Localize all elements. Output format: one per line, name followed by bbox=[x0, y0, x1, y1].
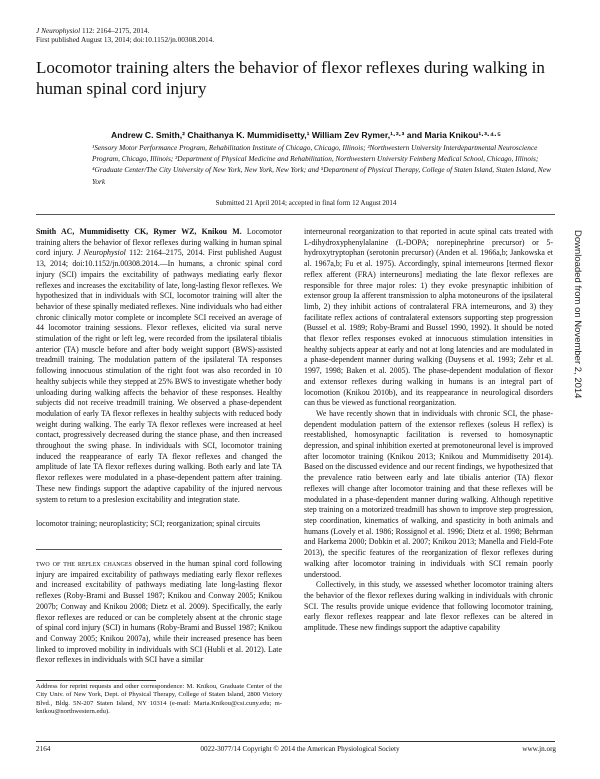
download-sidebar bbox=[572, 230, 584, 560]
journal-url[interactable]: www.jn.org bbox=[522, 745, 556, 753]
intro-paragraph-left bbox=[36, 559, 282, 666]
abstract-divider bbox=[36, 549, 282, 550]
keywords: locomotor training; neuroplasticity; SCI; reorganization; spinal circuits bbox=[36, 519, 261, 528]
submission-dates: Submitted 21 April 2014; accepted in final form 12 August 2014 bbox=[215, 199, 397, 207]
right-paragraph-3: Collectively, in this study, we assessed whether locomotor training alters the behavior of the flexor reflexes during walking in individuals with chronic SCI. The results provide unique evidence that following locomotor training, early flexor reflexes reappear and late flexor reflexes can be altered in amplitude. These new findings support the adaptive capability bbox=[304, 580, 553, 633]
abstract bbox=[36, 227, 282, 505]
right-column bbox=[304, 227, 553, 634]
author-list: Andrew C. Smith,² Chaithanya K. Mummidisetty,¹ William Zev Rymer,¹·²·³ and Maria Knikou¹·³·⁴·⁵ bbox=[110, 130, 502, 140]
abstract-lead-rest: Locomotor training alters the behavior of flexor reflexes during walking in human spinal cord injury. bbox=[36, 227, 282, 258]
copyright: 0022-3077/14 Copyright © 2014 the American Physiological Society bbox=[200, 745, 400, 753]
download-notice: Downloaded from on November 2, 2014 bbox=[572, 230, 583, 399]
right-paragraph-2: We have recently shown that in individuals with chronic SCI, the phase-dependent modulation pattern of the extensor reflexes (soleus H reflex) is reestablished, homosynaptic facilitation is reversed to homosynaptic depression, and spinal inhibition exerted at premotoneuronal level is improved after locomotor training (Knikou 2013; Knikou and Mummidisetty 2014). Based on the discussed evidence and our recent findings, we hypothesized that the prevalence ratio between early and late tibialis anterior (TA) flexor reflexes will change after locomotor training and that these reflexes will be modulated in a phase-dependent manner during walking. Although repetitive step training on a motorized treadmill has shown to improve step progression, step coordination, kinematics of walking, and spasticity in both animals and humans (Lovely et al. 1986; Rossignol et al. 1996; Dietz et al. 1998; Behrman and Harkema 2000; Dobkin et al. 2007; Knikou 2013; Manella and Field-Fote 2013), the specific features of the reorganization of flexor reflexes during walking after locomotor training in individuals with SCI remain poorly understood. bbox=[304, 408, 553, 579]
correspondence-footnote: Address for reprint requests and other correspondence: M. Knikou, Graduate Center of the City Univ. of New York, Dept. of Physical Therapy, College of Staten Island, 2800 Victory Blvd., Bldg. 5N-207 Staten Island, NY 10314 (e-mail: Maria.Knikou@csi.cuny.edu; m-knikou@northwestern.edu). bbox=[36, 683, 282, 715]
intro-text: observed in the human spinal cord following injury are impaired excitability of pathways mediating early flexor reflexes and increased excitability of pathways mediating late long-lasting flexor reflexes (Roby-Brami and Bussel 1987; Knikou and Conway 2005; Knikou 2007b; Conway and Knikou 2008; Dietz et al. 2009). Specifically, the early flexor reflexes are reduced or can be completely absent at the chronic stage of spinal cord injury (SCI) in humans (Roby-Brami and Bussel 1987; Knikou and Conway 2005; Knikou 2007a), while their increased presence has been linked to improved mobility in individuals with SCI (Hubli et al. 2012). Late flexor reflexes in individuals with SCI have a similar bbox=[36, 559, 282, 665]
abstract-body: 112: 2164–2175, 2014. First published August 13, 2014; doi:10.1152/jn.00308.2014.—In humans, a chronic spinal cord injury (SCI) impairs the excitability of pathways mediating early flexor reflexes and increases the excitability of late, long-lasting flexor reflexes. We hypothesized that in individuals with SCI, locomotor training will alter the behavior of these spinally mediated reflexes. Nine individuals who had either chronic clinically motor complete or incomplete SCI received an average of 44 locomotor training sessions. Flexor reflexes, elicited via sural nerve stimulation of the right or left leg, were recorded from the ipsilateral tibialis anterior (TA) muscle before and after body weight support (BWS)-assisted treadmill training. The modulation pattern of the ipsilateral TA responses following innocuous stimulation of the right foot was also recorded in 10 healthy subjects while they stepped at 25% BWS to investigate whether body unloading during walking affects the behavior of these responses. Healthy subjects did not receive treadmill training. We observed a phase-dependent modulation of early TA flexor reflexes in healthy subjects with reduced body weight during walking. The early TA flexor reflexes were increased at heel contact, progressively decreased during the stance phase, and then increased throughout the swing phase. In individuals with SCI, locomotor training induced the reappearance of early TA flexor reflexes and changed the amplitude of late TA flexor reflexes during walking. Both early and late TA flexor reflexes were modulated in a phase-dependent pattern after training. These new findings support the adaptive capability of the injured nervous system to return to a preslesion excitability and integration state. bbox=[36, 248, 283, 504]
page-number: 2164 bbox=[36, 745, 51, 753]
journal-header bbox=[36, 26, 214, 44]
affiliations: ¹Sensory Motor Performance Program, Rehabilitation Institute of Chicago, Chicago, Illinois; ²Northwestern University Interdepartmental Neuroscience Program, Chicago, Illinois; ³Department of Physical Medicine and Rehabilitation, Northwestern University Feinberg Medical School, Chicago, Illinois; ⁴Graduate Center/The City University of New York, New York, New York; and ⁵Department of Physical Therapy, College of Staten Island, Staten Island, New York bbox=[92, 143, 551, 186]
first-published: First published August 13, 2014; doi:10.1152/jn.00308.2014. bbox=[36, 35, 215, 45]
footnote-rule bbox=[36, 680, 156, 681]
abstract-lead: Smith AC, Mummidisetty CK, Rymer WZ, Knikou M. bbox=[36, 227, 242, 236]
paper-title: Locomotor training alters the behavior of flexor reflexes during walking in human spinal cord injury bbox=[36, 58, 545, 98]
abstract-journal: J Neurophysiol bbox=[76, 248, 126, 258]
header-divider bbox=[36, 214, 555, 215]
right-paragraph-1: interneuronal reorganization to that reported in acute spinal cats treated with L-dihydroxyphenylalanine (L-DOPA; norepinephrine precursor) or 5-hydroxytryptophan (serotonin precursor) (Anden et al. 1966a,b; Jankowska et al. 1967a,b; Fu et al. 1975). Accordingly, spinal interneurons [termed flexor reflex afferent (FRA) interneurons] mediating the late flexor reflexes are responsible for three major roles: 1) they evoke presynaptic inhibition of extensor group Ia afferent transmission to alpha motoneurons of the ipsilateral limb, 2) they inhibit actions of contralateral FRA interneurons, and 3) they facilitate reflex actions of contralateral extensors supporting step progression (Bussel et al. 1989; Roby-Brami and Bussel 1990, 1992). It should be noted that flexor reflex responses evoked at innocuous stimulation intensities in healthy subjects appear at early and not at long latencies and are modulated in a phase-dependent manner during walking (Duysens et al. 1993; Zehr et al. 1997, 1998; Baken et al. 2005). The phase-dependent modulation of flexor and extensor reflexes during walking in humans is an integral part of locomotion (Knikou 2010b), and its reappearance in neurological disorders can thus be viewed as functional reorganization. bbox=[304, 227, 553, 408]
journal-name: J Neurophysiol bbox=[36, 26, 81, 35]
intro-smallcaps: two of the reflex changes bbox=[36, 559, 132, 568]
journal-citation: 112: 2164–2175, 2014. bbox=[80, 26, 150, 35]
footer-rule bbox=[36, 741, 555, 742]
